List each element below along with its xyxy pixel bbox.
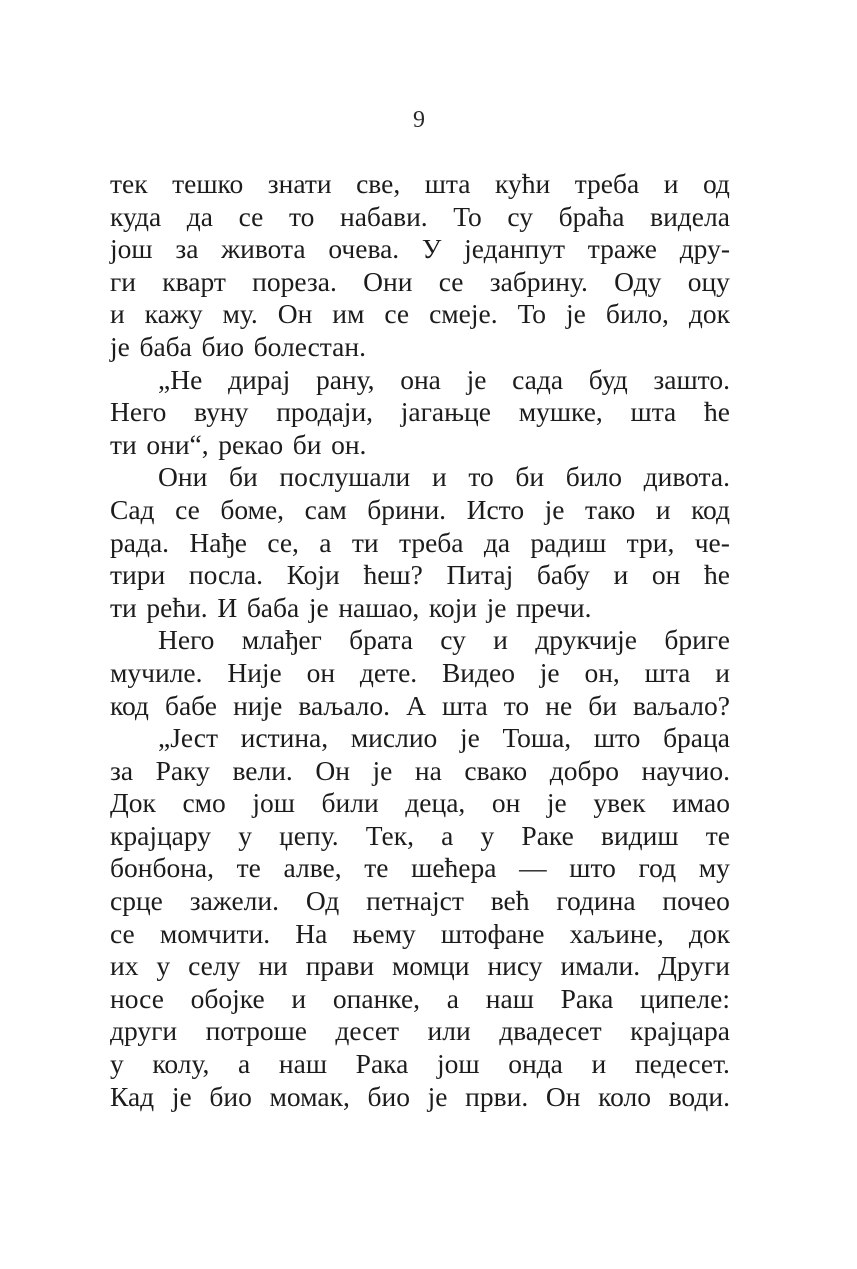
text-line: мучиле. Није он дете. Видео је он, шта и xyxy=(110,656,730,688)
text-line: Док смо још били деца, он је увек имао xyxy=(110,787,730,819)
text-line: ги кварт пореза. Они се забрину. Оду оцу xyxy=(110,265,730,297)
page-number: 9 xyxy=(413,107,425,133)
text-line: „Јест истина, мислио је Тоша, што браца xyxy=(158,722,730,754)
text-line: рада. Нађе се, а ти треба да радиш три, че- xyxy=(110,526,730,558)
text-line: тири посла. Који ћеш? Питај бабу и он ће xyxy=(110,559,730,591)
text-line: се момчити. На њему штофане хаљине, док xyxy=(110,917,730,949)
text-line: је баба био болестан. xyxy=(110,330,366,362)
text-line: срце зажели. Од петнајст већ година почео xyxy=(110,885,730,917)
text-line: за Раку вели. Он је на свако добро научио. xyxy=(110,754,730,786)
text-line: још за живота очева. У једанпут траже дру- xyxy=(110,233,730,265)
text-line: Него вуну продаји, јагањце мушке, шта ће xyxy=(110,396,730,428)
text-line: ти они“, рекао би он. xyxy=(110,428,367,460)
text-line: крајцару у џепу. Тек, а у Раке видиш те xyxy=(110,819,730,851)
text-line: ти рећи. И баба је нашао, који је пречи. xyxy=(110,591,592,623)
text-line: „Не дирај рану, она је сада буд зашто. xyxy=(158,363,730,395)
text-line: носе обојке и опанке, а наш Рака ципеле: xyxy=(110,982,730,1014)
text-line: бонбона, те алве, те шећера — што год му xyxy=(110,852,730,884)
text-line: Кад је био момак, био је први. Он коло води. xyxy=(110,1080,730,1112)
text-line: у колу, а наш Рака још онда и педесет. xyxy=(110,1048,730,1080)
text-line: Они би послушали и то би било дивота. xyxy=(158,461,730,493)
text-line: Него млађег брата су и друкчије бриге xyxy=(158,624,730,656)
text-line: и кажу му. Он им се смеје. То је било, док xyxy=(110,298,730,330)
text-line: други потроше десет или двадесет крајцара xyxy=(110,1015,730,1047)
text-line: куда да се то набави. То су браћа видела xyxy=(110,200,730,232)
body-text xyxy=(110,168,730,1113)
text-line: их у селу ни прави момци нису имали. Други xyxy=(110,950,730,982)
text-line: тек тешко знати све, шта кући треба и од xyxy=(110,168,730,199)
text-line: код бабе није ваљало. А шта то не би ваљало? xyxy=(110,689,730,721)
text-line: Сад се боме, сам брини. Исто је тако и код xyxy=(110,493,730,525)
